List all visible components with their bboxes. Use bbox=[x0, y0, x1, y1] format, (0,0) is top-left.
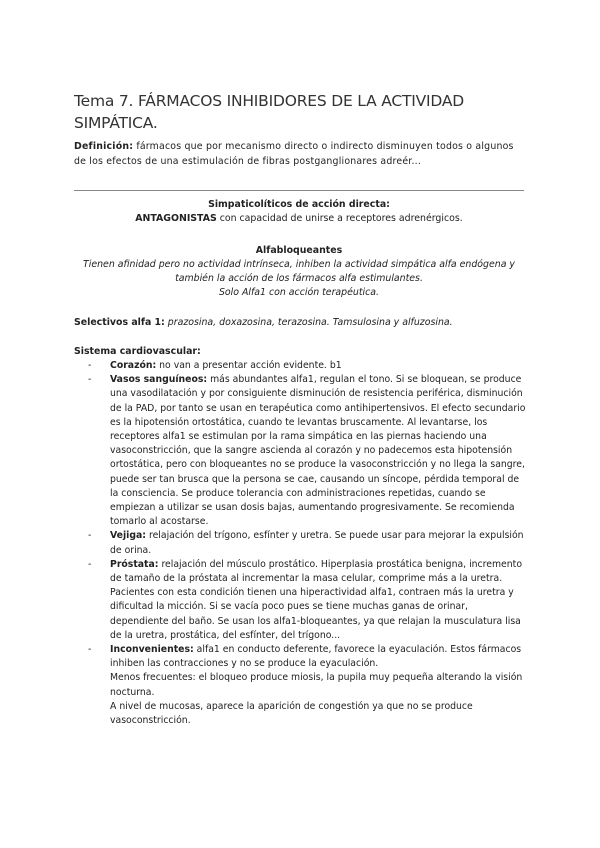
item-text: relajación del trígono, esfínter y uretra. Se puede usar para mejorar la expulsión de orina. bbox=[110, 530, 524, 556]
item-label: Corazón: bbox=[110, 360, 157, 371]
bullet-dash: - bbox=[88, 530, 92, 542]
horizontal-divider bbox=[74, 190, 524, 191]
item-label: Vasos sanguíneos: bbox=[110, 374, 208, 386]
definition-label: Definición: bbox=[74, 141, 134, 152]
item-text: alfa1 en conducto deferente, favorece la eyaculación. Estos fármacos inhiben las contracciones y no se produce la eyaculación. bbox=[110, 644, 522, 670]
list-item bbox=[74, 643, 526, 728]
bullet-dash: - bbox=[88, 644, 92, 656]
bullet-dash: - bbox=[88, 374, 92, 386]
effects-list bbox=[74, 359, 526, 728]
item-extra: Menos frecuentes: el bloqueo produce miosis, la pupila muy pequeña alterando la visión nocturna. bbox=[110, 672, 523, 698]
selective-label: Selectivos alfa 1: bbox=[74, 317, 165, 328]
antagonists-label: ANTAGONISTAS bbox=[135, 213, 217, 224]
list-item bbox=[74, 558, 526, 643]
section-heading-direct: Simpaticolíticos de acción directa: bbox=[208, 199, 390, 210]
bullet-dash: - bbox=[88, 360, 92, 371]
item-label: Inconvenientes: bbox=[110, 644, 194, 656]
selective-drugs: prazosina, doxazosina, terazosina. Tamsulosina y alfuzosina. bbox=[164, 317, 453, 328]
bullet-dash: - bbox=[88, 558, 92, 570]
alpha-description: Tienen afinidad pero no actividad intrínseca, inhiben la actividad simpática alfa endógena y también la acción de los fármacos alfa estimulantes. bbox=[83, 259, 515, 284]
section-direct-acting bbox=[74, 198, 524, 226]
definition-text: fármacos que por mecanismo directo o indirecto disminuyen todos o algunos de los efectos de una estimulación de fibras postganglionares adreér... bbox=[74, 141, 514, 167]
section-heading-alpha: Alfabloqueantes bbox=[255, 245, 343, 256]
list-item bbox=[74, 529, 526, 557]
cardiovascular-heading: Sistema cardiovascular: bbox=[74, 346, 201, 357]
item-text: no van a presentar acción evidente. b1 bbox=[156, 360, 342, 371]
item-text: más abundantes alfa1, regulan el tono. Si se bloquean, se produce una vasodilatación y por consiguiente disminución de resistencia periférica, disminución de la PAD, por tanto se usan en terapéutica como antihipertensivos. El efecto secundario es la hipotensión ortostática, cuando te levantas bruscamente. Al levantarse, los receptores alfa1 se estimulan por la rama simpática en las piernas haciendo una vasoconstricción, que la sangre ascienda al corazón y no padecemos esta hipotensión ortostática, pero con bloqueantes no se produce la vasoconstricción y no llega la sangre, puede ser tan brusca que la persona se cae, causando un síncope, pérdida temporal de la consciencia. Se produce tolerancia con administraciones repetidas, cuando se empiezan a utilizar se usan dosis bajas, aumentando progresivamente. Se recomienda tomarlo al acostarse. bbox=[110, 374, 526, 528]
list-item bbox=[74, 373, 526, 529]
section-alphablockers bbox=[74, 244, 524, 300]
item-label: Próstata: bbox=[110, 558, 159, 570]
item-text: relajación del músculo prostático. Hiperplasia prostática benigna, incremento de tamaño de la próstata al incrementar la masa celular, comprime más a la uretra. Pacientes con esta condición tienen una hiperactividad alfa1, contraen más la uretra y dificultad la micción. Si se vacía poco pues se tiene muchas ganas de orinar, dependiente del baño. Se usan los alfa1-bloqueantes, ya que relajan la musculatura lisa de la uretra, prostática, del esfínter, del trígono... bbox=[110, 558, 523, 641]
antagonists-text: con capacidad de unirse a receptores adrenérgicos. bbox=[216, 213, 463, 224]
item-extra: A nivel de mucosas, aparece la aparición de congestión ya que no se produce vasoconstricción. bbox=[110, 700, 473, 727]
page-title: Tema 7. FÁRMACOS INHIBIDORES DE LA ACTIVIDAD SIMPÁTICA. bbox=[74, 92, 464, 132]
alpha-note: Solo Alfa1 con acción terapéutica. bbox=[218, 287, 379, 298]
item-label: Vejiga: bbox=[110, 530, 147, 542]
definition-paragraph bbox=[74, 140, 526, 169]
list-item bbox=[74, 359, 526, 373]
selective-alpha1-line bbox=[74, 316, 526, 330]
